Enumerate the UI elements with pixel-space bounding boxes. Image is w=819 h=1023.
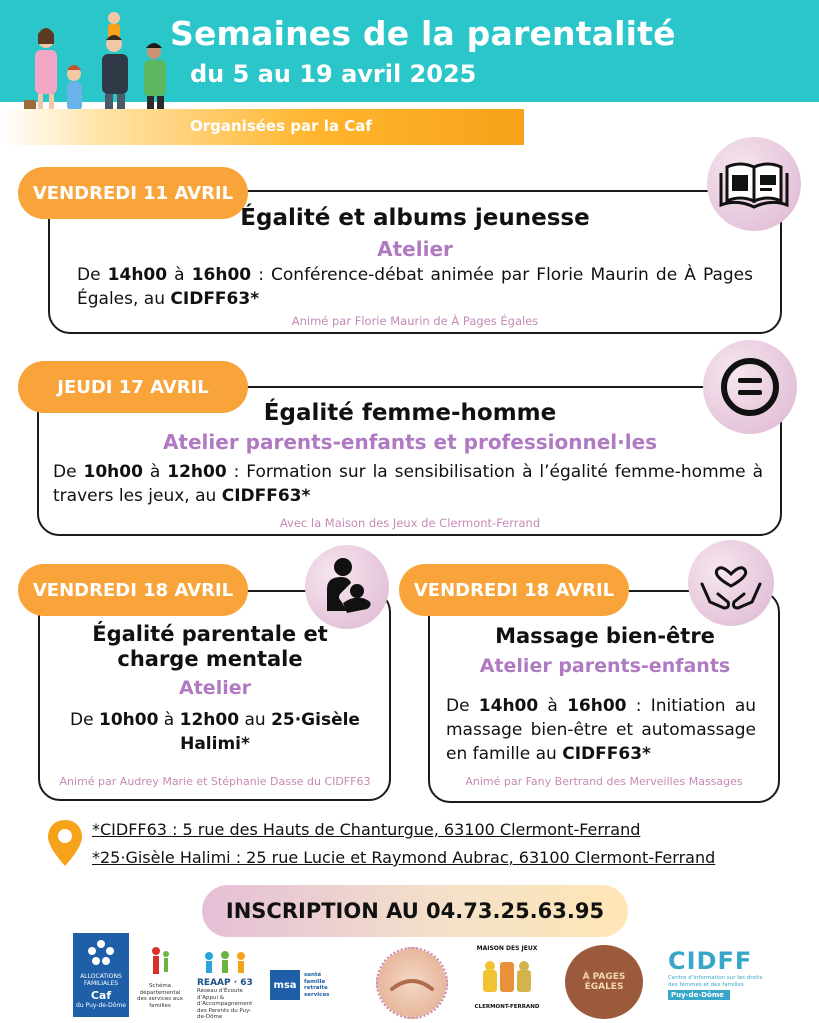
a-pages-egales-logo: À PAGES ÉGALES (565, 945, 643, 1019)
event-icon-circle-3 (305, 545, 389, 629)
msa-logo: msa santé famille retraite services (270, 967, 345, 1003)
event-type-4: Atelier parents-enfants (479, 655, 731, 677)
equal-sign-icon (703, 340, 797, 434)
event-type-2: Atelier parents-enfants et professionnel·les (162, 430, 658, 454)
location-pin-icon (46, 818, 84, 868)
address-gisele-halimi: *25·Gisèle Halimi : 25 rue Lucie et Raymond Aubrac, 63100 Clermont-Ferrand (92, 848, 716, 867)
event-credit-1: Animé par Florie Maurin de À Pages Égales (291, 314, 539, 328)
event-date-3: VENDREDI 18 AVRIL (18, 564, 248, 616)
event-type-3: Atelier (179, 677, 251, 699)
event-credit-3: Animé par Audrey Marie et Stéphanie Dasse du CIDFF63 (59, 775, 371, 788)
date-range: du 5 au 19 avril 2025 (190, 60, 477, 88)
massage-hands-icon (378, 949, 446, 1017)
event-icon-circle-4 (688, 540, 774, 626)
event-title-3: Égalité parentale et charge mentale (92, 622, 328, 671)
event-title-1: Égalité et albums jeunesse (240, 205, 590, 231)
maison-des-jeux-logo: MAISON DES JEUX CLERMONT-FERRAND (474, 945, 540, 1010)
event-desc-4: De 14h00 à 16h00 : Initiation au massage bien-être et automassage en famille au CIDFF63* (446, 696, 757, 764)
event-date-1: VENDREDI 11 AVRIL (18, 167, 248, 219)
event-credit-2: Avec la Maison des Jeux de Clermont-Ferrand (279, 516, 541, 530)
event-credit-4: Animé par Fany Bertrand des Merveilles Massages (465, 775, 743, 788)
schema-logo: Schéma départemental des services aux familles (134, 945, 186, 1015)
event-title-2: Égalité femme-homme (263, 400, 557, 426)
caf-people-icon (85, 937, 117, 969)
parent-child-icon (305, 545, 389, 629)
open-book-icon (707, 137, 801, 231)
reaap-people-icon (197, 950, 257, 974)
event-type-1: Atelier (377, 237, 453, 261)
event-icon-circle-2 (703, 340, 797, 434)
merveilles-massages-logo (376, 947, 448, 1019)
event-date-2: JEUDI 17 AVRIL (18, 361, 248, 413)
event-desc-1: De 14h00 à 16h00 : Conférence-débat animée par Florie Maurin de À Pages Égales, au CIDFF63* (77, 265, 753, 309)
event-title-4: Massage bien-être (495, 624, 715, 648)
event-icon-circle-1 (707, 137, 801, 231)
cidff-logo: CIDFF Centre d’information sur les droits des femmes et des familles Puy-de-Dôme (668, 947, 763, 999)
event-date-4: VENDREDI 18 AVRIL (399, 564, 629, 616)
caf-logo: ALLOCATIONS FAMILIALES Caf du Puy-de-Dôme (73, 933, 129, 1017)
organizer-text: Organisées par la Caf (190, 117, 372, 135)
inscription-phone[interactable]: INSCRIPTION AU 04.73.25.63.95 (202, 885, 628, 937)
address-cidff: *CIDFF63 : 5 rue des Hauts de Chanturgue, 63100 Clermont-Ferrand (92, 820, 641, 839)
event-desc-2: De 10h00 à 12h00 : Formation sur la sensibilisation à l’égalité femme-homme à travers les jeux, au CIDFF63* (53, 462, 764, 506)
schema-figure-icon (146, 945, 176, 979)
reaap-logo: REAAP · 63 Réseau d’Écoute d’Appui & d’Accompagnement des Parents du Puy-de-Dôme (197, 950, 259, 1016)
hands-heart-icon (688, 540, 774, 626)
game-pieces-icon (477, 952, 537, 1000)
event-desc-3: De 10h00 à 12h00 au 25·Gisèle Halimi* (70, 710, 360, 754)
page-title: Semaines de la parentalité (170, 14, 676, 53)
